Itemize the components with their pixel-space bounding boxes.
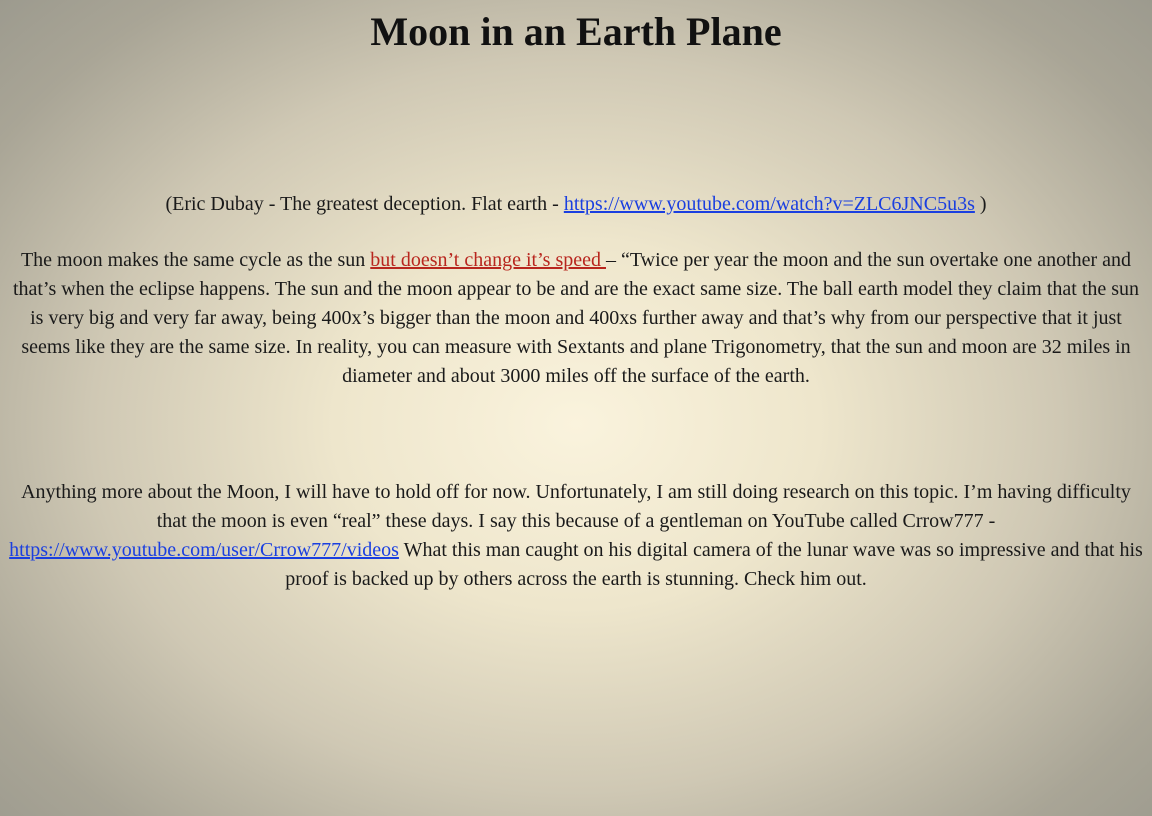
para1-text-after: – “Twice per year the moon and the sun overtake one another and that’s when the eclipse happens. The sun and the moon appear to be and are the exact same size. The ball earth model they claim that the sun is very big and very far away, being 400x’s bigger than the moon and 400xs further away and that’s why from our perspective that it just seems like they are the same size. In reality, you can measure with Sextants and plane Trigonometry, that the sun and moon are 32 miles in diameter and about 3000 miles off the surface of the earth. [12, 249, 1140, 387]
source-prefix: (Eric Dubay - The greatest deception. Flat earth - [165, 193, 564, 215]
page-title: Moon in an Earth Plane [370, 9, 782, 54]
para2-text-before: Anything more about the Moon, I will have to hold off for now. Unfortunately, I am still doing research on this topic. I’m having difficulty that the moon is even “real” these days. I say this because of a gentleman on YouTube called Crrow777 - [21, 481, 1131, 532]
source-suffix: ) [974, 193, 987, 215]
research-paragraph [4, 478, 1148, 594]
source-video-link[interactable]: https://www.youtube.com/watch?v=ZLC6JNC5u3s [563, 193, 975, 215]
moon-cycle-paragraph [8, 246, 1144, 391]
source-citation [10, 190, 1142, 219]
para1-text-before: The moon makes the same cycle as the sun [20, 249, 371, 271]
speed-highlight: but doesn’t change it’s speed [370, 249, 606, 271]
crrow777-channel-link[interactable]: https://www.youtube.com/user/Crrow777/videos [9, 539, 399, 561]
para2-text-after: What this man caught on his digital camera of the lunar wave was so impressive and that his proof is backed up by others across the earth is stunning. Check him out. [285, 539, 1143, 590]
